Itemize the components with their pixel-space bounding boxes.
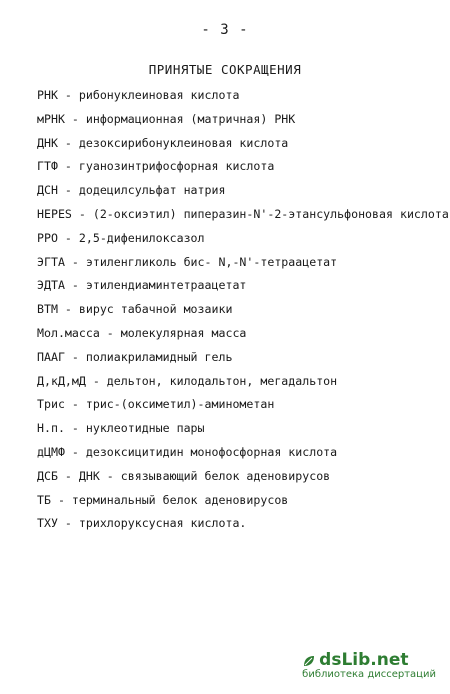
abbreviation-row: дЦМФ - дезоксицитидин монофосфорная кислота — [37, 444, 338, 459]
abbreviation-row: ТБ - терминальный белок аденовирусов — [37, 492, 289, 507]
abbreviation-list — [37, 84, 449, 536]
abbreviation-row: Трис - трис-(оксиметил)-аминометан — [37, 397, 275, 412]
watermark-tagline: библиотека диссертаций — [302, 669, 436, 680]
watermark-logo: dsLib.net — [319, 650, 409, 670]
abbreviation-row: Мол.масса - молекулярная масса — [37, 325, 247, 340]
abbreviation-row: мРНК - информационная (матричная) РНК — [37, 111, 296, 126]
dslib-watermark — [302, 650, 436, 680]
section-heading: ПРИНЯТЫЕ СОКРАЩЕНИЯ — [148, 62, 302, 77]
abbreviation-row: ТХУ - трихлоруксусная кислота. — [37, 516, 247, 531]
abbreviation-row: HEPES - (2-оксиэтил) пиперазин-N'-2-этансульфоновая кислота — [37, 206, 449, 221]
abbreviation-row: ЭДТА - этилендиаминтетраацетат — [37, 278, 247, 293]
abbreviation-row: Д,кД,мД - дельтон, килодальтон, мегадальтон — [37, 373, 338, 388]
abbreviation-row: ДНК - дезоксирибонуклеиновая кислота — [37, 135, 289, 150]
abbreviation-row: РРО - 2,5-дифенилоксазол — [37, 230, 205, 245]
abbreviation-row: ГТФ - гуанозинтрифосфорная кислота — [37, 159, 275, 174]
abbreviation-row: РНК - рибонуклеиновая кислота — [37, 88, 240, 102]
abbreviation-row: Н.п. - нуклеотидные пары — [37, 421, 205, 436]
abbreviation-row: ДСН - додецилсульфат натрия — [37, 183, 226, 198]
page-number: - 3 - — [201, 22, 249, 38]
leaf-logo-icon — [302, 653, 316, 667]
abbreviation-row: ЭГТА - этиленгликоль бис- N,-N'-тетраацетат — [37, 254, 338, 269]
abbreviation-row: ВТМ - вирус табачной мозаики — [37, 302, 233, 317]
abbreviation-row: ПААГ - полиакриламидный гель — [37, 349, 233, 364]
abbreviation-row: ДСБ - ДНК - связывающий белок аденовирусов — [37, 468, 331, 483]
